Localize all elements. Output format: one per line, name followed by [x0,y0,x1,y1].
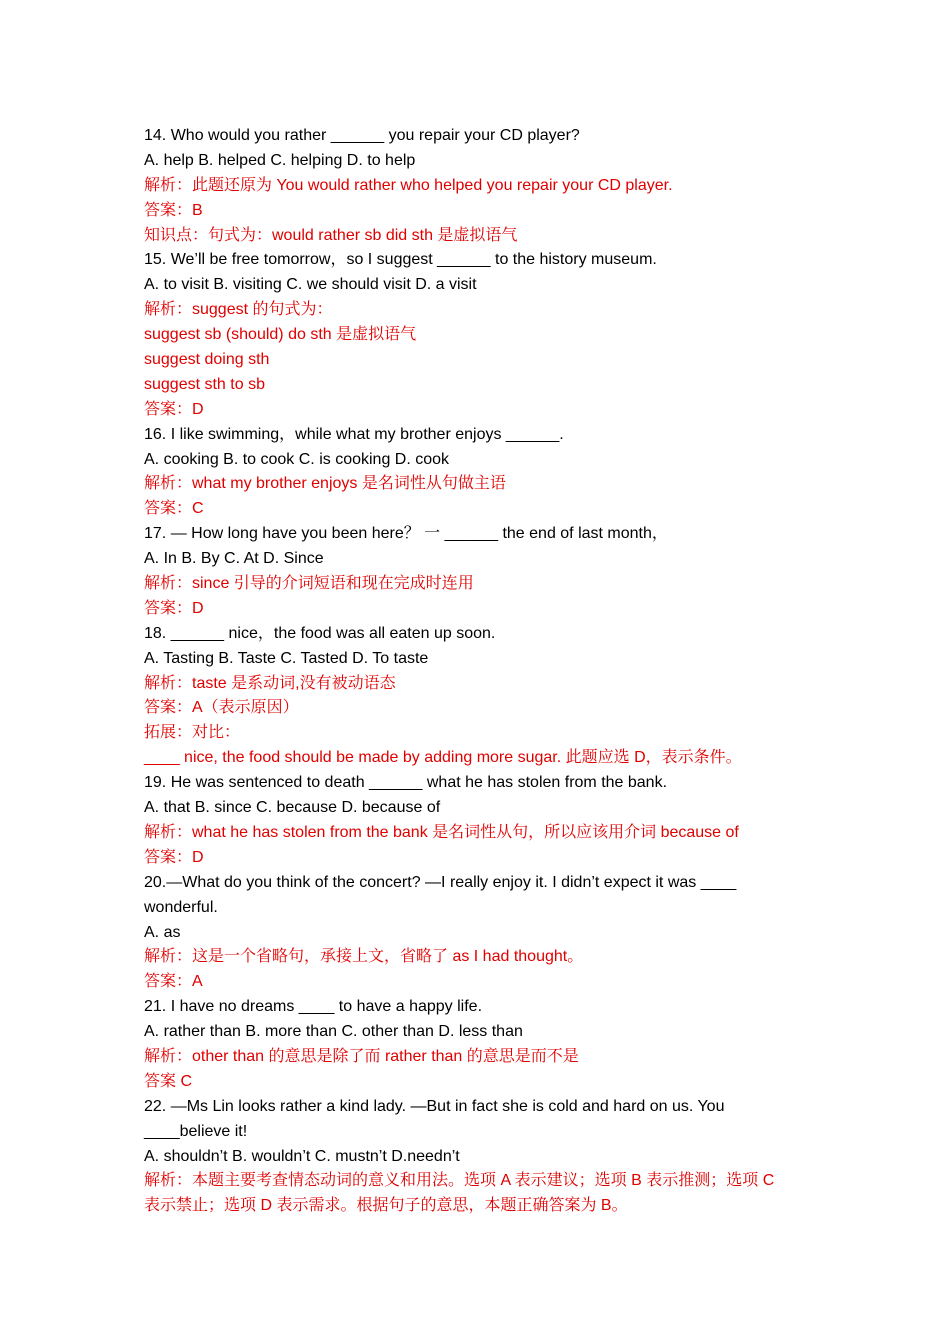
question-line: 22. —Ms Lin looks rather a kind lady. —But in fact she is cold and hard on us. You [144,1097,725,1115]
question-line: wonderful. [144,898,218,916]
question-line: 20.—What do you think of the concert? —I really enjoy it. I didn’t expect it was ____ [144,873,737,891]
annotation-line: 表示禁止；选项 D 表示需求。根据句子的意思，本题正确答案为 B。 [144,1197,628,1215]
question-line: 18. ______ nice，the food was all eaten up soon. [144,624,496,642]
annotation-line: 答案：A [144,973,203,991]
question-line: A. shouldn’t B. wouldn’t C. mustn’t D.needn’t [144,1147,460,1165]
annotation-line: 解析：此题还原为 You would rather who helped you repair your CD player. [144,176,673,194]
question-line: 16. I like swimming，while what my brother enjoys ______. [144,425,564,443]
annotation-line: 答案：A（表示原因） [144,699,299,717]
annotation-line: 解析：本题主要考查情态动词的意义和用法。选项 A 表示建议；选项 B 表示推测；选项 C [144,1172,775,1190]
question-line: 19. He was sentenced to death ______ what he has stolen from the bank. [144,774,668,792]
annotation-line: 答案 C [144,1072,193,1090]
question-line: A. to visit B. visiting C. we should visit D. a visit [144,276,477,294]
question-line: 15. We’ll be free tomorrow，so I suggest ______ to the history museum. [144,251,657,269]
question-line: A. that B. since C. because D. because of [144,799,441,817]
question-line: 17. — How long have you been here？ 一 ______ the end of last month， [144,525,668,543]
question-line: A. as [144,923,181,941]
annotation-line: 答案：C [144,500,204,518]
question-line: A. In B. By C. At D. Since [144,550,324,568]
question-line: A. cooking B. to cook C. is cooking D. cook [144,450,450,468]
question-line: A. rather than B. more than C. other than D. less than [144,1023,523,1041]
annotation-line: 答案：D [144,400,204,418]
annotation-line: 解析：what my brother enjoys 是名词性从句做主语 [144,475,506,493]
question-line: 21. I have no dreams ____ to have a happy life. [144,998,483,1016]
annotation-line: ____ nice, the food should be made by adding more sugar. 此题应选 D，表示条件。 [144,749,742,767]
annotation-line: 解析：since 引导的介词短语和现在完成时连用 [144,575,474,593]
annotation-line: 解析：这是一个省略句，承接上文，省略了 as I had thought。 [144,948,584,966]
annotation-line: 知识点：句式为：would rather sb did sth 是虚拟语气 [144,226,518,244]
question-line: A. help B. helped C. helping D. to help [144,151,416,169]
annotation-line: 解析：suggest 的句式为： [144,301,333,319]
annotation-line: 解析：what he has stolen from the bank 是名词性从句，所以应该用介词 because of [144,823,739,841]
annotation-line: 答案：D [144,599,204,617]
annotation-line: suggest sb (should) do sth 是虚拟语气 [144,326,417,344]
annotation-line: 答案：B [144,201,203,219]
question-line: ____believe it! [144,1122,248,1140]
document-body [144,124,814,1219]
annotation-line: 拓展：对比： [144,724,241,742]
annotation-line: 解析：taste 是系动词,没有被动语态 [144,674,396,692]
question-line: A. Tasting B. Taste C. Tasted D. To taste [144,649,429,667]
question-line: 14. Who would you rather ______ you repair your CD player? [144,127,580,144]
annotation-line: suggest doing sth [144,351,270,369]
annotation-line: suggest sth to sb [144,375,265,393]
annotation-line: 答案：D [144,848,204,866]
annotation-line: 解析：other than 的意思是除了而 rather than 的意思是而不是 [144,1047,579,1065]
